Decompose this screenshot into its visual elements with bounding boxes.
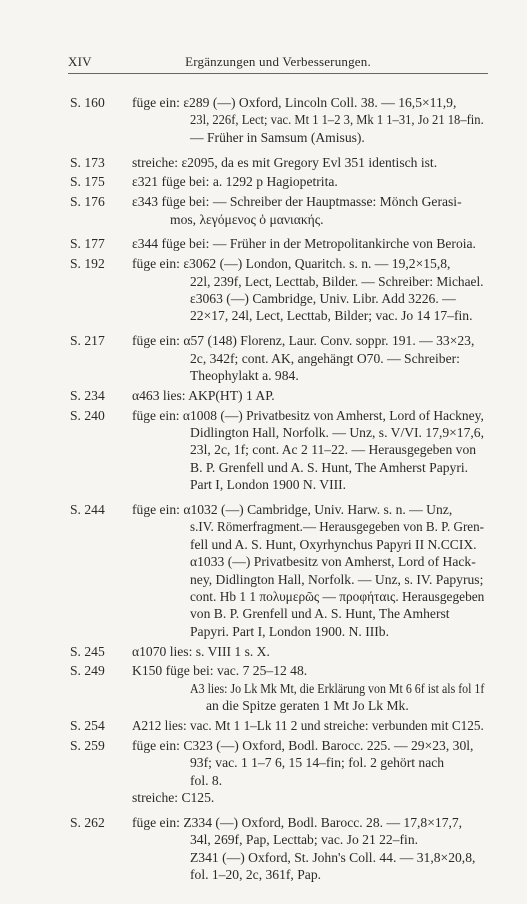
entry-line: Part I, London 1900 N. VIII. [190, 477, 347, 493]
entry-ref: S. 240 [70, 407, 105, 423]
entry-s234 [0, 387, 527, 404]
entry-line: — Früher in Samsum (Amisus). [190, 129, 365, 145]
entry-line: streiche: C125. [132, 790, 215, 806]
entry-line: füge ein: α1032 (—) Cambridge, Univ. Harw. s. n. — Unz, [132, 502, 453, 518]
entry-line: ε344 füge bei: — Früher in der Metropolitankirche von Beroia. [132, 236, 476, 252]
entry-line: fol. 8. [190, 772, 223, 788]
entry-line: 93f; vac. 1 1–7 6, 15 14–fin; fol. 2 gehört nach [190, 755, 445, 771]
entry-line: streiche: ε2095, da es mit Gregory Evl 351 identisch ist. [132, 154, 438, 170]
entry-line: 23l, 2c, 1f; cont. Ac 2 11–22. — Herausgegeben von [190, 442, 477, 458]
entry-s249 [0, 662, 527, 714]
entry-ref: S. 217 [70, 333, 105, 349]
entry-line: füge ein: C323 (—) Oxford, Bodl. Barocc. 225. — 29×23, 30l, [132, 737, 474, 753]
entries-list [0, 94, 527, 886]
entry-line: 34l, 269f, Pap, Lecttab; vac. Jo 21 22–fin. [190, 832, 419, 848]
entry-line: ney, Didlington Hall, Norfolk. — Unz, s. IV. Papyrus; [190, 571, 484, 587]
entry-line: füge ein: α1008 (—) Privatbesitz von Amherst, Lord of Hackney, [132, 407, 484, 423]
entry-line: s.IV. Römerfragment.— Herausgegeben von B. P. Gren- [190, 519, 484, 535]
header-rule [68, 73, 488, 74]
entry-line: A3 lies: Jo Lk Mk Mt, die Erklärung von Mt 6 6f ist als fol 1f [190, 680, 485, 696]
entry-line: cont. Hb 1 1 πολυμερῶς — προφήταις. Herausgegeben [190, 589, 485, 605]
entry-line: K150 füge bei: vac. 7 25–12 48. [132, 663, 308, 679]
entry-s240 [0, 407, 527, 494]
entry-s160 [0, 94, 527, 146]
entry-line: ε321 füge bei: a. 1292 p Hagiopetrita. [132, 174, 338, 190]
entry-s177 [0, 235, 527, 252]
entry-line: B. P. Grenfell und A. S. Hunt, The Amherst Papyri. [190, 459, 469, 475]
entry-line: Papyri. Part I, London 1900. N. IIIb. [190, 623, 389, 639]
entry-ref: S. 177 [70, 236, 105, 252]
entry-line: ε3063 (—) Cambridge, Univ. Libr. Add 3226. — [190, 291, 456, 307]
entry-line: Theophylakt a. 984. [190, 368, 299, 384]
entry-s176 [0, 193, 527, 228]
entry-line: Z341 (—) Oxford, St. John's Coll. 44. — 31,8×20,8, [190, 849, 476, 865]
entry-s192 [0, 255, 527, 325]
entry-line: füge ein: α57 (148) Florenz, Laur. Conv. soppr. 191. — 33×23, [132, 333, 475, 349]
entry-line: füge ein: Z334 (—) Oxford, Bodl. Barocc. 28. — 17,8×17,7, [132, 814, 463, 830]
entry-ref: S. 192 [70, 256, 105, 272]
entry-ref: S. 244 [70, 502, 105, 518]
entry-s259 [0, 737, 527, 807]
entry-s262 [0, 814, 527, 884]
entry-line: an die Spitze geraten 1 Mt Jo Lk Mk. [206, 698, 409, 714]
page-header [68, 54, 488, 72]
entry-s175 [0, 173, 527, 190]
entry-ref: S. 259 [70, 737, 105, 753]
entry-line: 2c, 342f; cont. AK, angehängt O70. — Schreiber: [190, 350, 460, 366]
entry-ref: S. 175 [70, 174, 105, 190]
entry-line: α1070 lies: s. VIII 1 s. X. [132, 643, 270, 659]
entry-ref: S. 160 [70, 95, 105, 110]
entry-ref: S. 173 [70, 154, 105, 170]
entry-line: α1033 (—) Privatbesitz von Amherst, Lord of Hack- [190, 554, 476, 570]
entry-line: fol. 1–20, 2c, 361f, Pap. [190, 867, 322, 883]
entry-s217 [0, 332, 527, 384]
entry-line: 23l, 226f, Lect; vac. Mt 1 1–2 3, Mk 1 1–31, Jo 21 18–fin. [190, 112, 484, 128]
entry-line: A212 lies: vac. Mt 1 1–Lk 11 2 und streiche: verbunden mit C125. [132, 718, 484, 734]
entry-s254 [0, 717, 527, 734]
entry-ref: S. 234 [70, 387, 105, 403]
entry-ref: S. 249 [70, 663, 105, 679]
entry-line: α463 lies: AKP(HT) 1 AP. [132, 387, 275, 403]
entry-ref: S. 262 [70, 814, 105, 830]
entry-line: mos, λεγόμενος ὁ μανιακής. [170, 211, 324, 227]
entry-line: fell und A. S. Hunt, Oxyrhynchus Papyri II N.CCIX. [190, 536, 477, 552]
entry-ref: S. 176 [70, 194, 105, 210]
entry-ref: S. 245 [70, 643, 105, 659]
entry-ref: S. 254 [70, 718, 105, 734]
entry-line: 22l, 239f, Lect, Lecttab, Bilder. — Schreiber: Michael. [190, 273, 484, 289]
entry-s244 [0, 501, 527, 640]
entry-line: füge ein: ε289 (—) Oxford, Lincoln Coll. 38. — 16,5×11,9, [132, 95, 457, 110]
entry-line: von B. P. Grenfell und A. S. Hunt, The Amherst [190, 606, 450, 622]
entry-line: ε343 füge bei: — Schreiber der Hauptmasse: Mönch Gerasi- [132, 194, 462, 210]
page-number: XIV [68, 54, 92, 69]
running-title: Ergänzungen und Verbesserungen. [185, 54, 371, 69]
entry-s245 [0, 643, 527, 660]
entry-line: 22×17, 24l, Lect, Lecttab, Bilder; vac. Jo 14 17–fin. [190, 308, 473, 324]
entry-s173 [0, 154, 527, 171]
entry-line: füge ein: ε3062 (—) London, Quaritch. s. n. — 19,2×15,8, [132, 256, 451, 272]
entry-line: Didlington Hall, Norfolk. — Unz, s. V/VI. 17,9×17,6, [190, 425, 484, 441]
